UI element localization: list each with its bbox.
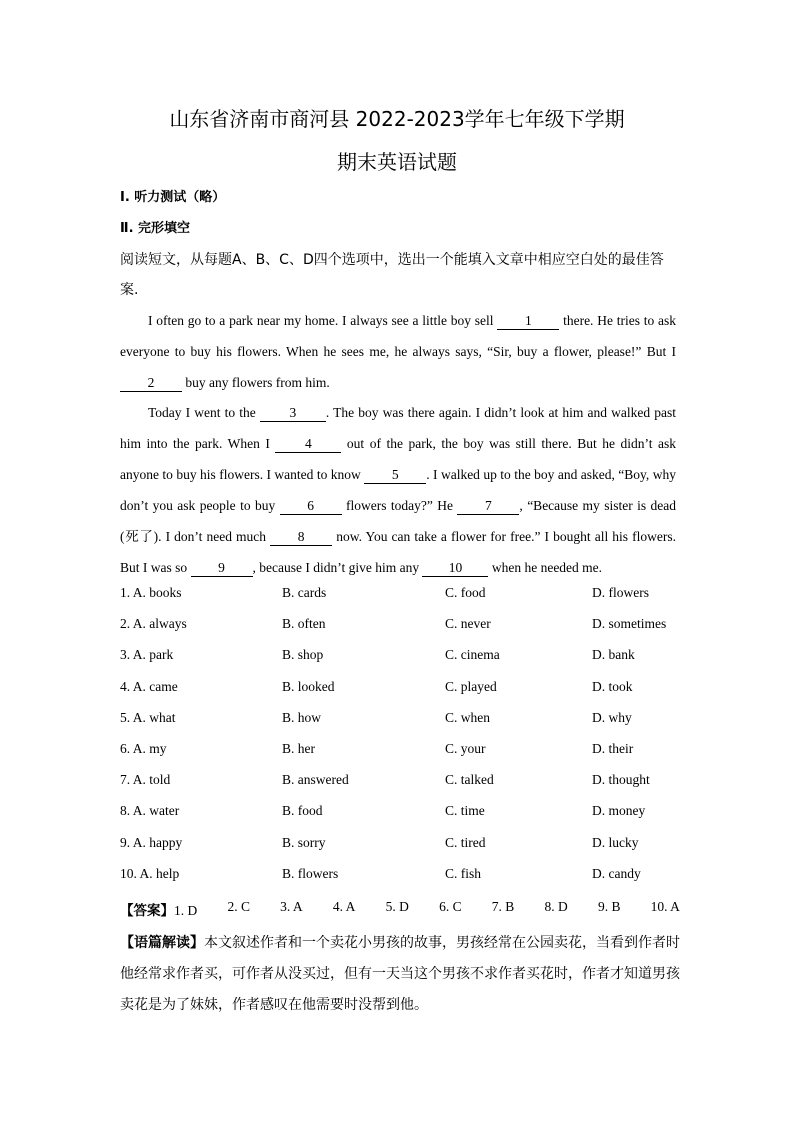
document-subtitle: 期末英语试题 bbox=[337, 150, 457, 174]
blank-7: 7 bbox=[457, 498, 519, 515]
passage-paragraph-2 bbox=[120, 397, 676, 583]
option-row-6 bbox=[120, 741, 680, 772]
option-row-2 bbox=[120, 616, 680, 647]
option-b: B. food bbox=[282, 803, 323, 819]
option-b: B. shop bbox=[282, 647, 324, 663]
blank-4: 4 bbox=[275, 436, 341, 453]
option-row-9 bbox=[120, 835, 680, 866]
option-row-8 bbox=[120, 803, 680, 834]
answer-item: 8. D bbox=[544, 899, 568, 914]
passage-text: when he needed me. bbox=[488, 560, 603, 575]
passage-text: now. You can take a flower for free.” I bought all his flowers. But I was so bbox=[120, 529, 677, 575]
option-c: C. cinema bbox=[445, 647, 500, 663]
answer-key bbox=[120, 899, 680, 919]
document-title: 山东省济南市商河县 2022-2023学年七年级下学期 bbox=[169, 107, 625, 131]
option-b: B. looked bbox=[282, 678, 335, 694]
blank-3: 3 bbox=[260, 405, 326, 422]
option-row-1 bbox=[120, 585, 680, 616]
option-d: D. their bbox=[592, 740, 634, 756]
option-a: 8. A. water bbox=[120, 803, 180, 819]
answer-item: 3. A bbox=[280, 899, 303, 914]
cloze-instruction: 阅读短文，从每题A、B、C、D四个选项中，选出一个能填入文章中相应空白处的最佳答案. bbox=[120, 252, 664, 298]
option-b: B. cards bbox=[282, 585, 327, 600]
passage-text: I often go to a park near my home. I always see a little boy sell bbox=[148, 313, 498, 328]
option-b: B. flowers bbox=[282, 865, 339, 881]
passage-text: . I walked up to the boy and asked, “Boy, why don’t you ask people to buy bbox=[120, 467, 676, 513]
option-a: 9. A. happy bbox=[120, 834, 183, 850]
option-a: 1. A. books bbox=[120, 585, 182, 600]
option-row-4 bbox=[120, 679, 680, 710]
section-heading-listening: Ⅰ. 听力测试（略） bbox=[120, 190, 226, 205]
option-c: C. never bbox=[445, 616, 491, 632]
option-c: C. fish bbox=[445, 865, 482, 881]
option-c: C. time bbox=[445, 803, 485, 819]
section-heading-cloze: Ⅱ. 完形填空 bbox=[120, 221, 191, 236]
option-d: D. candy bbox=[592, 865, 641, 881]
passage-text: there. He tries to ask everyone to buy his flowers. When he sees me, he always says, “Sir, buy a flower, please!” But I bbox=[120, 313, 676, 359]
option-a: 4. A. came bbox=[120, 678, 178, 694]
option-d: D. bank bbox=[592, 647, 635, 663]
option-a: 10. A. help bbox=[120, 865, 180, 881]
option-b: B. her bbox=[282, 740, 315, 756]
option-row-5 bbox=[120, 710, 680, 741]
blank-2: 2 bbox=[120, 375, 182, 392]
passage-text: flowers today?” He bbox=[341, 498, 458, 513]
option-c: C. your bbox=[445, 740, 486, 756]
option-d: D. took bbox=[592, 678, 633, 694]
passage-text: Today I went to the bbox=[148, 405, 260, 420]
answer-label: 【答案】 bbox=[120, 903, 174, 919]
option-d: D. flowers bbox=[592, 585, 649, 600]
option-d: D. lucky bbox=[592, 834, 639, 850]
option-row-10 bbox=[120, 866, 680, 897]
passage-text: out of the park, the boy was still there. But he didn’t ask anyone to buy his flowers. I wanted to know bbox=[120, 436, 677, 482]
answer-item: 10. A bbox=[650, 899, 680, 914]
blank-8: 8 bbox=[270, 529, 332, 546]
option-d: D. why bbox=[592, 709, 632, 725]
option-d: D. money bbox=[592, 803, 646, 819]
option-a: 2. A. always bbox=[120, 616, 187, 632]
analysis-label: 【语篇解读】 bbox=[120, 935, 204, 951]
option-d: D. thought bbox=[592, 772, 650, 788]
options-list bbox=[120, 585, 680, 897]
answer-item: 2. C bbox=[227, 899, 250, 914]
blank-1: 1 bbox=[497, 313, 559, 330]
option-c: C. food bbox=[445, 585, 486, 600]
option-c: C. played bbox=[445, 678, 497, 694]
option-c: C. when bbox=[445, 709, 490, 725]
option-d: D. sometimes bbox=[592, 616, 667, 632]
option-a: 5. A. what bbox=[120, 709, 176, 725]
passage-text: . The boy was there again. I didn’t look at him and walked past him into the park. When I bbox=[120, 405, 677, 451]
blank-5: 5 bbox=[364, 467, 426, 484]
option-b: B. often bbox=[282, 616, 326, 632]
option-b: B. sorry bbox=[282, 834, 326, 850]
option-c: C. talked bbox=[445, 772, 494, 788]
option-row-3 bbox=[120, 647, 680, 678]
answer-item: 7. B bbox=[491, 899, 515, 914]
passage-text: buy any flowers from him. bbox=[182, 375, 330, 390]
blank-10: 10 bbox=[422, 560, 488, 577]
blank-9: 9 bbox=[191, 560, 253, 577]
passage-text: , because I didn’t give him any bbox=[252, 560, 423, 575]
answer-item: 9. B bbox=[597, 899, 621, 914]
option-c: C. tired bbox=[445, 834, 486, 850]
option-a: 6. A. my bbox=[120, 740, 167, 756]
option-b: B. answered bbox=[282, 772, 349, 788]
option-a: 7. A. told bbox=[120, 772, 171, 788]
discourse-analysis bbox=[120, 928, 680, 1021]
passage-text: , “Because my sister is dead (死了). I don’t need much bbox=[120, 498, 676, 544]
option-a: 3. A. park bbox=[120, 647, 174, 663]
answer-entry-1 bbox=[120, 899, 197, 919]
answer-item: 1. D bbox=[174, 903, 198, 918]
answer-item: 5. D bbox=[385, 899, 409, 914]
answer-item: 6. C bbox=[439, 899, 462, 914]
option-b: B. how bbox=[282, 709, 322, 725]
analysis-text: 本文叙述作者和一个卖花小男孩的故事，男孩经常在公园卖花，当看到作者时他经常求作者买，可作者从没买过，但有一天当这个男孩不求作者买花时，作者才知道男孩卖花是为了妹妹，作者感叹在他需要时没帮到他。 bbox=[120, 935, 680, 1013]
option-row-7 bbox=[120, 772, 680, 803]
passage-paragraph-1 bbox=[120, 305, 676, 398]
blank-6: 6 bbox=[280, 498, 342, 515]
answer-item: 4. A bbox=[332, 899, 356, 914]
